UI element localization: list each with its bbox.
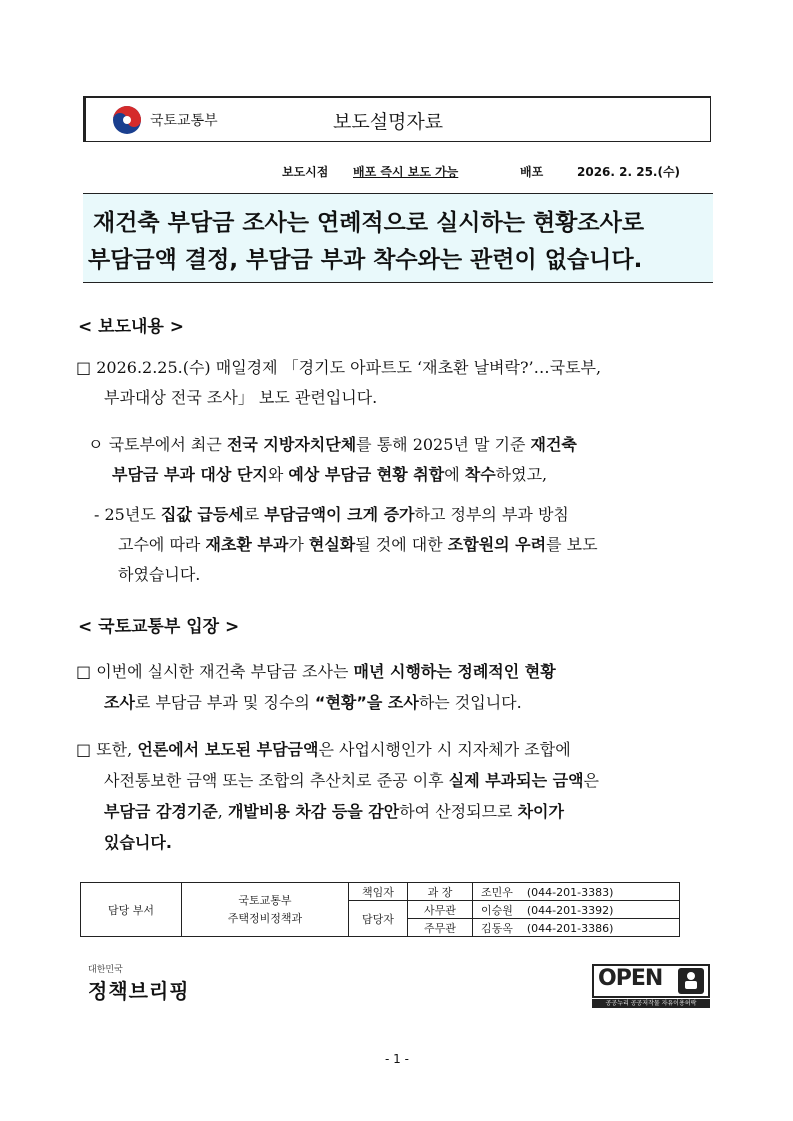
contact-name: 김동옥 <box>481 921 513 935</box>
section-heading-report: < 보도내용 > <box>78 317 185 337</box>
paragraph-concern-line-2 <box>118 530 598 560</box>
title-line-1: 재건축 부담금 조사는 연례적으로 실시하는 현황조사로 <box>93 210 645 236</box>
contact-table <box>80 882 680 937</box>
contact-phone: (044-201-3386) <box>526 921 614 935</box>
contact-title-cell: 과 장 <box>408 883 473 901</box>
contact-name-phone-cell <box>473 901 680 919</box>
release-info <box>0 163 793 179</box>
section-heading-ministry-position: < 국토교통부 입장 > <box>78 617 240 637</box>
emphasis: 실제 부과되는 금액 <box>448 771 584 790</box>
dept-division: 주택정비정책과 <box>227 911 303 925</box>
text: 은 <box>583 771 599 790</box>
paragraph-position-line-1 <box>76 657 556 687</box>
paragraph-position-line-2 <box>104 688 522 718</box>
text: 를 보도 <box>546 535 598 554</box>
text: , <box>217 802 228 821</box>
text: 에 <box>444 465 465 484</box>
emphasis: 부담금액이 크게 증가 <box>264 505 415 524</box>
text: 은 사업시행인가 시 지자체가 조합에 <box>318 740 571 759</box>
emphasis: 재건축 <box>530 435 577 454</box>
contact-phone: (044-201-3383) <box>526 885 614 899</box>
dept-ministry: 국토교통부 <box>238 893 292 907</box>
text: 를 통해 2025년 말 기준 <box>356 435 531 454</box>
contact-name: 이승원 <box>481 903 513 917</box>
release-value: 배포 즉시 보도 가능 <box>353 165 459 179</box>
report-text: 2026.2.25.(수) 매일경제 「경기도 아파트도 ‘재초환 날벼락?’…국토부, <box>96 358 602 377</box>
text: 로 부담금 부과 및 징수의 <box>134 693 315 712</box>
dept-cell <box>182 883 349 937</box>
contact-name: 조민우 <box>481 885 513 899</box>
paragraph-amount-line-1 <box>76 735 571 765</box>
briefing-logo-text: 정책브리핑 <box>88 979 190 1003</box>
emphasis: 착수 <box>464 465 496 484</box>
release-label: 보도시점 <box>282 165 329 179</box>
paragraph-survey-line-2 <box>112 460 547 490</box>
emphasis: 부담금 부과 대상 단지 <box>112 465 268 484</box>
emphasis: 차이가 <box>517 802 564 821</box>
contact-phone: (044-201-3392) <box>526 903 614 917</box>
table-row <box>81 883 680 901</box>
title-line-2: 부담금액 결정, 부담금 부과 착수와는 관련이 없습니다. <box>88 247 643 273</box>
distribution-date: 2026. 2. 25.(수) <box>577 165 681 179</box>
text: 하고 정부의 부과 방침 <box>414 505 569 524</box>
emphasis: 예상 부담금 현황 취합 <box>288 465 445 484</box>
emphasis: 조사 <box>104 693 135 712</box>
contact-title-cell: 주무관 <box>408 919 473 937</box>
paragraph-concern-line-1 <box>94 500 569 530</box>
emphasis: 개발비용 차감 등을 감안 <box>227 802 400 821</box>
staff-label-cell: 담당자 <box>349 901 408 937</box>
bullet-circle: ㅇ <box>88 435 104 454</box>
emphasis: 재초환 부과 <box>205 535 289 554</box>
text: 고수에 따라 <box>118 535 206 554</box>
page-number: - 1 - <box>385 1052 409 1066</box>
emphasis: 언론에서 보도된 부담금액 <box>137 740 319 759</box>
text: 하였고, <box>495 465 548 484</box>
contact-name-phone-cell <box>473 883 680 901</box>
responsible-label-cell: 책임자 <box>349 883 408 901</box>
emphasis: 집값 급등세 <box>160 505 244 524</box>
ministry-logo-icon <box>112 105 142 135</box>
ministry-name: 국토교통부 <box>150 113 218 129</box>
document-type: 보도설명자료 <box>333 111 444 133</box>
text: 이번에 실시한 재건축 부담금 조사는 <box>96 662 354 681</box>
briefing-logo-small: 대한민국 <box>88 965 123 975</box>
paragraph-amount-line-4 <box>104 828 172 858</box>
emphasis: 부담금 감경기준 <box>104 802 218 821</box>
emphasis: 매년 시행하는 정례적인 현황 <box>353 662 556 681</box>
emphasis: “현황”을 조사 <box>314 693 419 712</box>
open-logo-text: OPEN <box>598 966 663 991</box>
paragraph-survey-line-1 <box>88 430 577 460</box>
paragraph-report-line-2: 부과대상 전국 조사」 보도 관련입니다. <box>104 388 378 407</box>
contact-name-phone-cell <box>473 919 680 937</box>
text: 가 <box>288 535 309 554</box>
emphasis: 조합원의 우려 <box>447 535 547 554</box>
text: 사전통보한 금액 또는 조합의 추산치로 준공 이후 <box>104 771 449 790</box>
paragraph-amount-line-3 <box>104 797 564 827</box>
paragraph-concern-line-3: 하였습니다. <box>118 565 201 584</box>
text: 하는 것입니다. <box>418 693 522 712</box>
person-icon <box>678 968 704 994</box>
bullet-dash: - <box>94 505 100 524</box>
open-logo-caption: 공공누리 공공저작물 자유이용허락 <box>592 999 710 1008</box>
open-license-logo <box>592 964 710 1008</box>
text: 또한, <box>96 740 138 759</box>
emphasis: 전국 지방자치단체 <box>226 435 357 454</box>
text: 로 <box>243 505 265 524</box>
text: 국토부에서 최근 <box>108 435 227 454</box>
bullet-square: □ <box>76 358 92 377</box>
text: 될 것에 대한 <box>355 535 448 554</box>
policy-briefing-logo <box>88 962 190 1004</box>
paragraph-report-line-1 <box>76 353 601 383</box>
bullet-square: □ <box>76 662 92 681</box>
bullet-square: □ <box>76 740 92 759</box>
text: 25년도 <box>104 505 161 524</box>
emphasis: 현실화 <box>308 535 356 554</box>
dept-label-cell: 담당 부서 <box>81 883 182 937</box>
text: 와 <box>267 465 289 484</box>
paragraph-amount-line-2 <box>104 766 599 796</box>
contact-title-cell: 사무관 <box>408 901 473 919</box>
emphasis: 있습니다. <box>104 833 172 852</box>
text: 하여 산정되므로 <box>399 802 518 821</box>
distribution-label: 배포 <box>520 165 544 179</box>
